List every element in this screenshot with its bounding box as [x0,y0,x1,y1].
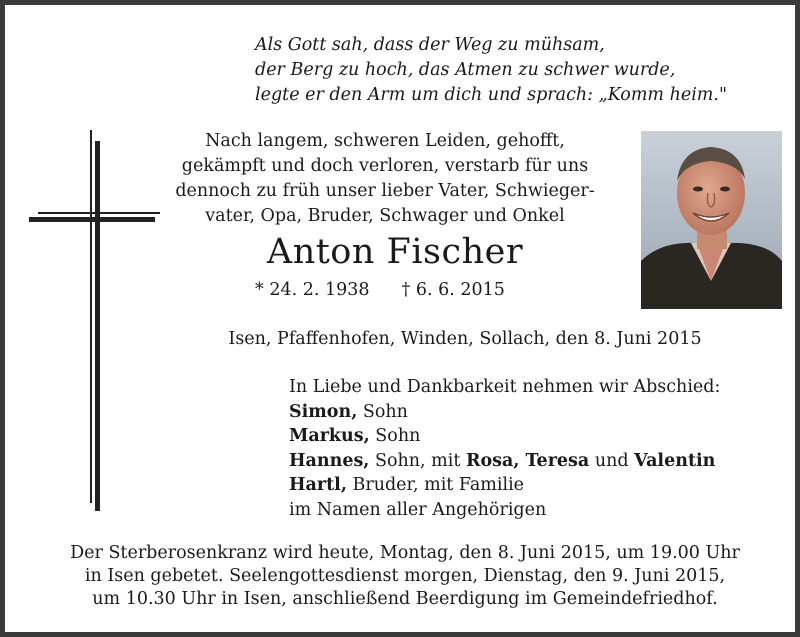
mourner-row [289,449,789,474]
portrait-photo [641,131,782,309]
mourners-closing: im Namen aller Angehörigen [289,499,547,520]
poem-line: legte er den Arm um dich und sprach: „Komm heim." [255,85,728,105]
poem-line: Als Gott sah, dass der Weg zu mühsam, [255,35,605,55]
mourner-name: Hartl, [289,475,347,495]
cross-vertical-thick [95,141,100,511]
service-notice [25,542,785,611]
mourner-relation: Sohn [369,426,421,446]
portrait-image [641,131,782,309]
poem [255,33,795,108]
cross-vertical-thin [90,130,92,503]
intro-line: gekämpft und doch verloren, verstarb für uns [181,156,589,176]
mourner-row [289,473,789,498]
intro-line: Nach langem, schweren Leiden, gehofft, [205,131,565,151]
mourners-heading: In Liebe und Dankbarkeit nehmen wir Abschied: [289,377,721,397]
life-dates [255,279,555,301]
mourner-row [289,424,789,449]
birth-date: * 24. 2. 1938 [255,280,370,300]
death-date: † 6. 6. 2015 [401,280,505,300]
mourner-connector: und [589,450,635,471]
intro-line: vater, Opa, Bruder, Schwager und Onkel [205,206,565,226]
deceased-name: Anton Fischer [266,232,524,272]
mourner-name: Markus, [289,426,370,446]
mourner-relation: Bruder, mit Familie [346,475,525,495]
mourner-name: Simon, [289,401,358,422]
cross-horizontal-thick [29,217,155,222]
cross-horizontal-thin [38,212,160,214]
mourner-relation: Sohn, mit [369,450,466,471]
mourner-name: Valentin [634,450,716,471]
notice-line: um 10.30 Uhr in Isen, anschließend Beerdigung im Gemeindefriedhof. [92,589,718,609]
place-date: Isen, Pfaffenhofen, Winden, Sollach, den 8. Juni 2015 [228,329,702,349]
notice-line: Der Sterberosenkranz wird heute, Montag, den 8. Juni 2015, um 19.00 Uhr [70,543,740,563]
mourner-row [289,400,789,425]
poem-line: der Berg zu hoch, das Atmen zu schwer wurde, [255,60,676,80]
mourners-block [289,375,789,522]
intro-text [155,129,615,229]
notice-line: in Isen gebetet. Seelengottesdienst morgen, Dienstag, den 9. Juni 2015, [84,566,726,586]
intro-line: dennoch zu früh unser lieber Vater, Schwieger- [175,181,595,201]
mourner-name: Hannes, [289,450,370,471]
mourner-name: Rosa, Teresa [465,450,590,471]
mourner-relation: Sohn [357,401,408,422]
